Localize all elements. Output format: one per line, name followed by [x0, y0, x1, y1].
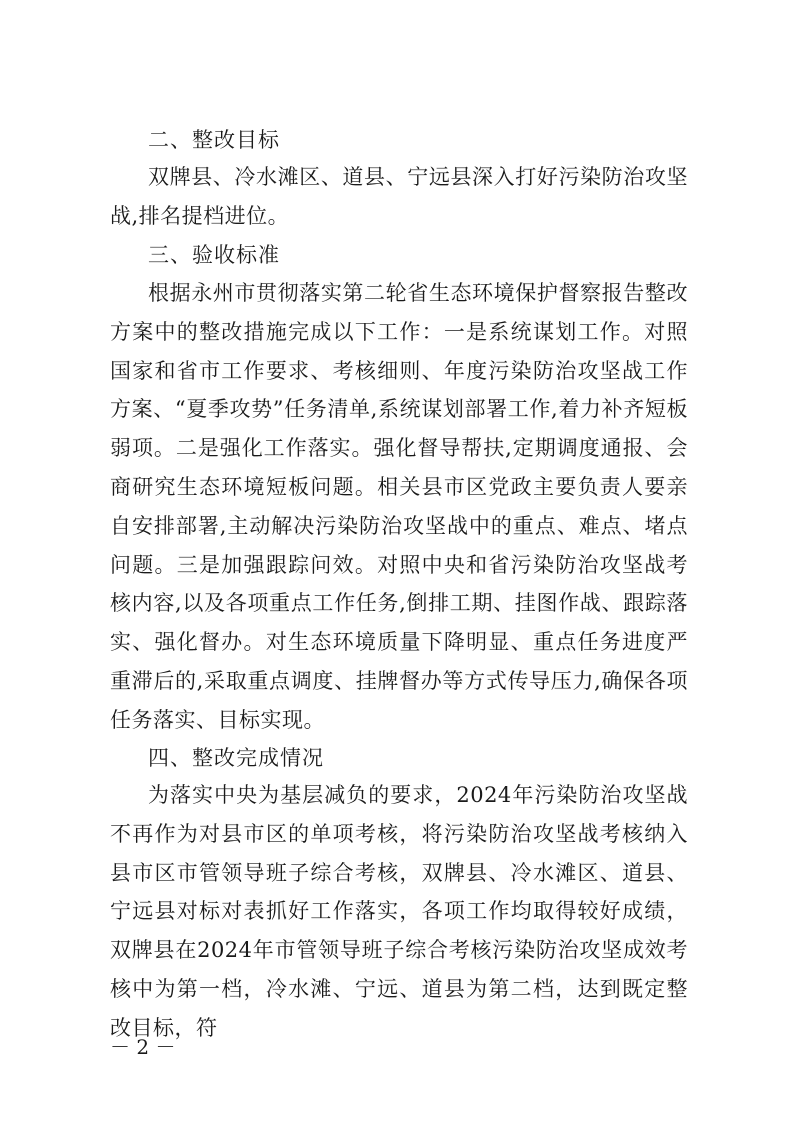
- section-heading-completion-status: 四、整改完成情况: [148, 746, 324, 770]
- page-number: － 2 －: [110, 1035, 176, 1059]
- section-heading-acceptance-criteria: 三、验收标准: [148, 243, 280, 267]
- section-heading-targets: 二、整改目标: [148, 128, 280, 152]
- paragraph-acceptance-criteria: 根据永州市贯彻落实第二轮省生态环境保护督察报告整改方案中的整改措施完成以下工作：一是系统谋划工作。对照国家和省市工作要求、考核细则、年度污染防治攻坚战工作方案、“夏季攻势”任务清单,系统谋划部署工作,着力补齐短板弱项。二是强化工作落实。强化督导帮扶,定期调度通报、会商研究生态环境短板问题。相关县市区党政主要负责人要亲自安排部署,主动解决污染防治攻坚战中的重点、难点、堵点问题。三是加强跟踪问效。对照中央和省污染防治攻坚战考核内容,以及各项重点工作任务,倒排工期、挂图作战、跟踪落实、强化督办。对生态环境质量下降明显、重点任务进度严重滞后的,采取重点调度、挂牌督办等方式传导压力,确保各项任务落实、目标实现。: [110, 281, 688, 732]
- paragraph-targets: 双牌县、冷水滩区、道县、宁远县深入打好污染防治攻坚战,排名提档进位。: [110, 165, 688, 228]
- paragraph-completion-status: 为落实中央为基层减负的要求，2024年污染防治攻坚战不再作为对县市区的单项考核，将污染防治攻坚战考核纳入县市区市管领导班子综合考核，双牌县、冷水滩区、道县、宁远县对标对表抓好工作落实，各项工作均取得较好成绩，双牌县在2024年市管领导班子综合考核污染防治攻坚成效考核中为第一档，冷水滩、宁远、道县为第二档，达到既定整改目标，符: [110, 783, 688, 1040]
